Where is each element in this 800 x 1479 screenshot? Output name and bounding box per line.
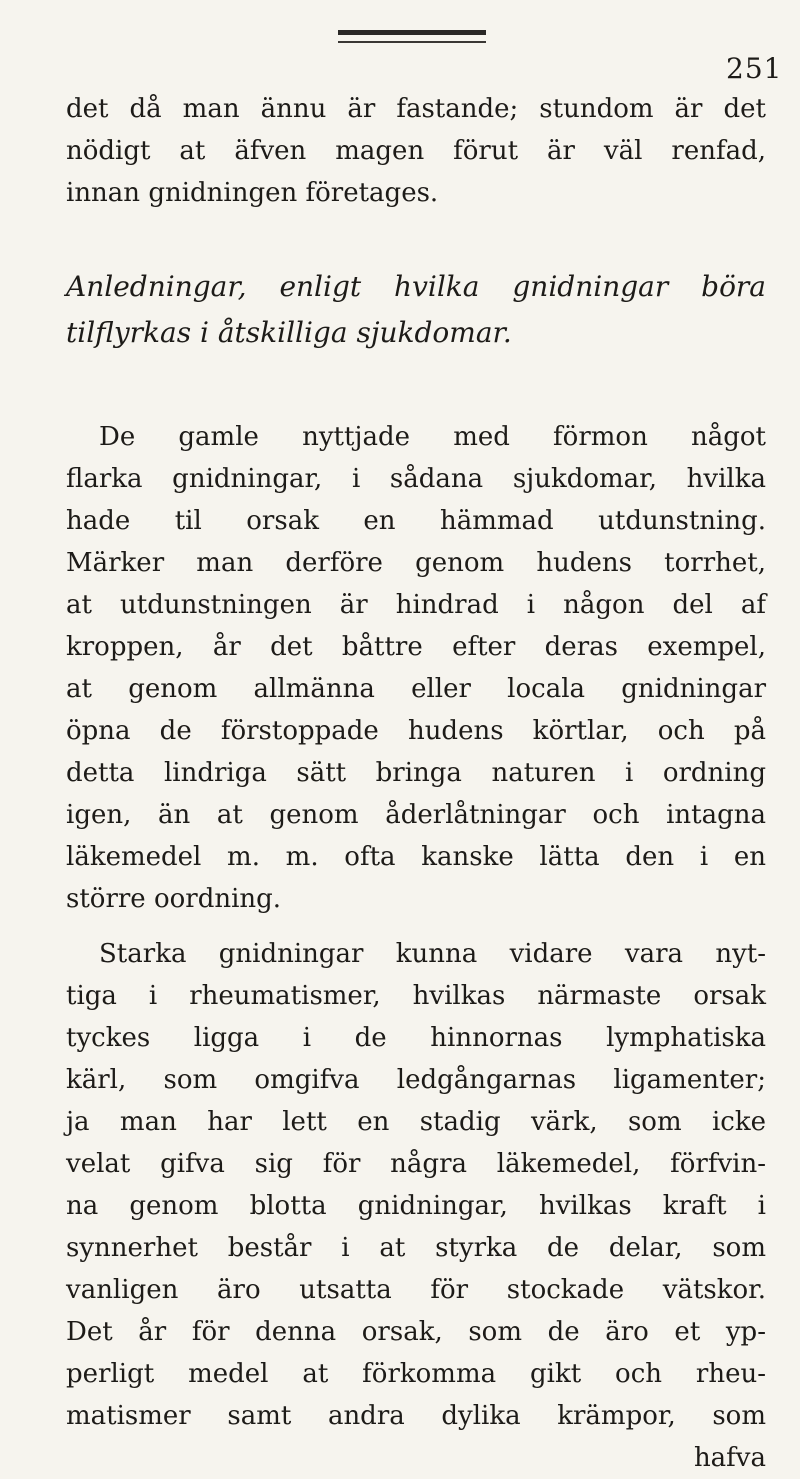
text-line: velat gifva sig för några läkemedel, förfvin-	[66, 1149, 766, 1179]
text-line: igen, än at genom åderlåtningar och intagna	[66, 800, 766, 830]
text-line: kroppen, år det båttre efter deras exempel,	[66, 632, 766, 662]
text-line: matismer samt andra dylika krämpor, som	[66, 1401, 766, 1431]
text-line: Starka gnidningar kunna vidare vara nyt-	[99, 939, 766, 969]
text-line: nödigt at äfven magen förut är väl renfad,	[66, 136, 766, 166]
text-line: tyckes ligga i de hinnornas lymphatiska	[66, 1023, 766, 1053]
heading-line: Anledningar, enligt hvilka gnidningar böra	[66, 270, 766, 303]
text-line: na genom blotta gnidningar, hvilkas kraft i	[66, 1191, 766, 1221]
heading-line: tilflyrkas i åtskilliga sjukdomar.	[66, 316, 512, 349]
text-line: De gamle nyttjade med förmon något	[99, 422, 766, 452]
text-line: flarka gnidningar, i sådana sjukdomar, hvilka	[66, 464, 766, 494]
text-line: innan gnidningen företages.	[66, 178, 439, 208]
header-rule	[338, 30, 486, 35]
text-line: perligt medel at förkomma gikt och rheu-	[66, 1359, 766, 1389]
text-line: Det år för denna orsak, som de äro et yp-	[66, 1317, 766, 1347]
text-line: ja man har lett en stadig värk, som icke	[66, 1107, 766, 1137]
text-line: detta lindriga sätt bringa naturen i ordning	[66, 758, 766, 788]
text-line: Märker man derföre genom hudens torrhet,	[66, 548, 766, 578]
paragraph-one	[66, 416, 766, 920]
text-line: synnerhet består i at styrka de delar, som	[66, 1233, 766, 1263]
text-line: läkemedel m. m. ofta kanske lätta den i en	[66, 842, 766, 872]
text-line: vanligen äro utsatta för stockade vätskor.	[66, 1275, 766, 1305]
text-line: hade til orsak en hämmad utdunstning.	[66, 506, 766, 536]
catchword: hafva	[693, 1443, 766, 1473]
text-line: at utdunstningen är hindrad i någon del af	[66, 590, 766, 620]
continuation-text	[66, 88, 766, 214]
page-number: 251	[726, 52, 783, 85]
text-line: öpna de förstoppade hudens körtlar, och på	[66, 716, 766, 746]
text-line: kärl, som omgifva ledgångarnas ligamenter;	[66, 1065, 766, 1095]
text-line: tiga i rheumatismer, hvilkas närmaste orsak	[66, 981, 766, 1011]
text-line: större oordning.	[66, 884, 282, 914]
paragraph-two	[66, 933, 766, 1479]
text-line: at genom allmänna eller locala gnidningar	[66, 674, 766, 704]
text-line: det då man ännu är fastande; stundom är det	[66, 94, 766, 124]
section-heading	[66, 264, 766, 356]
header-rule-thin	[338, 41, 486, 43]
